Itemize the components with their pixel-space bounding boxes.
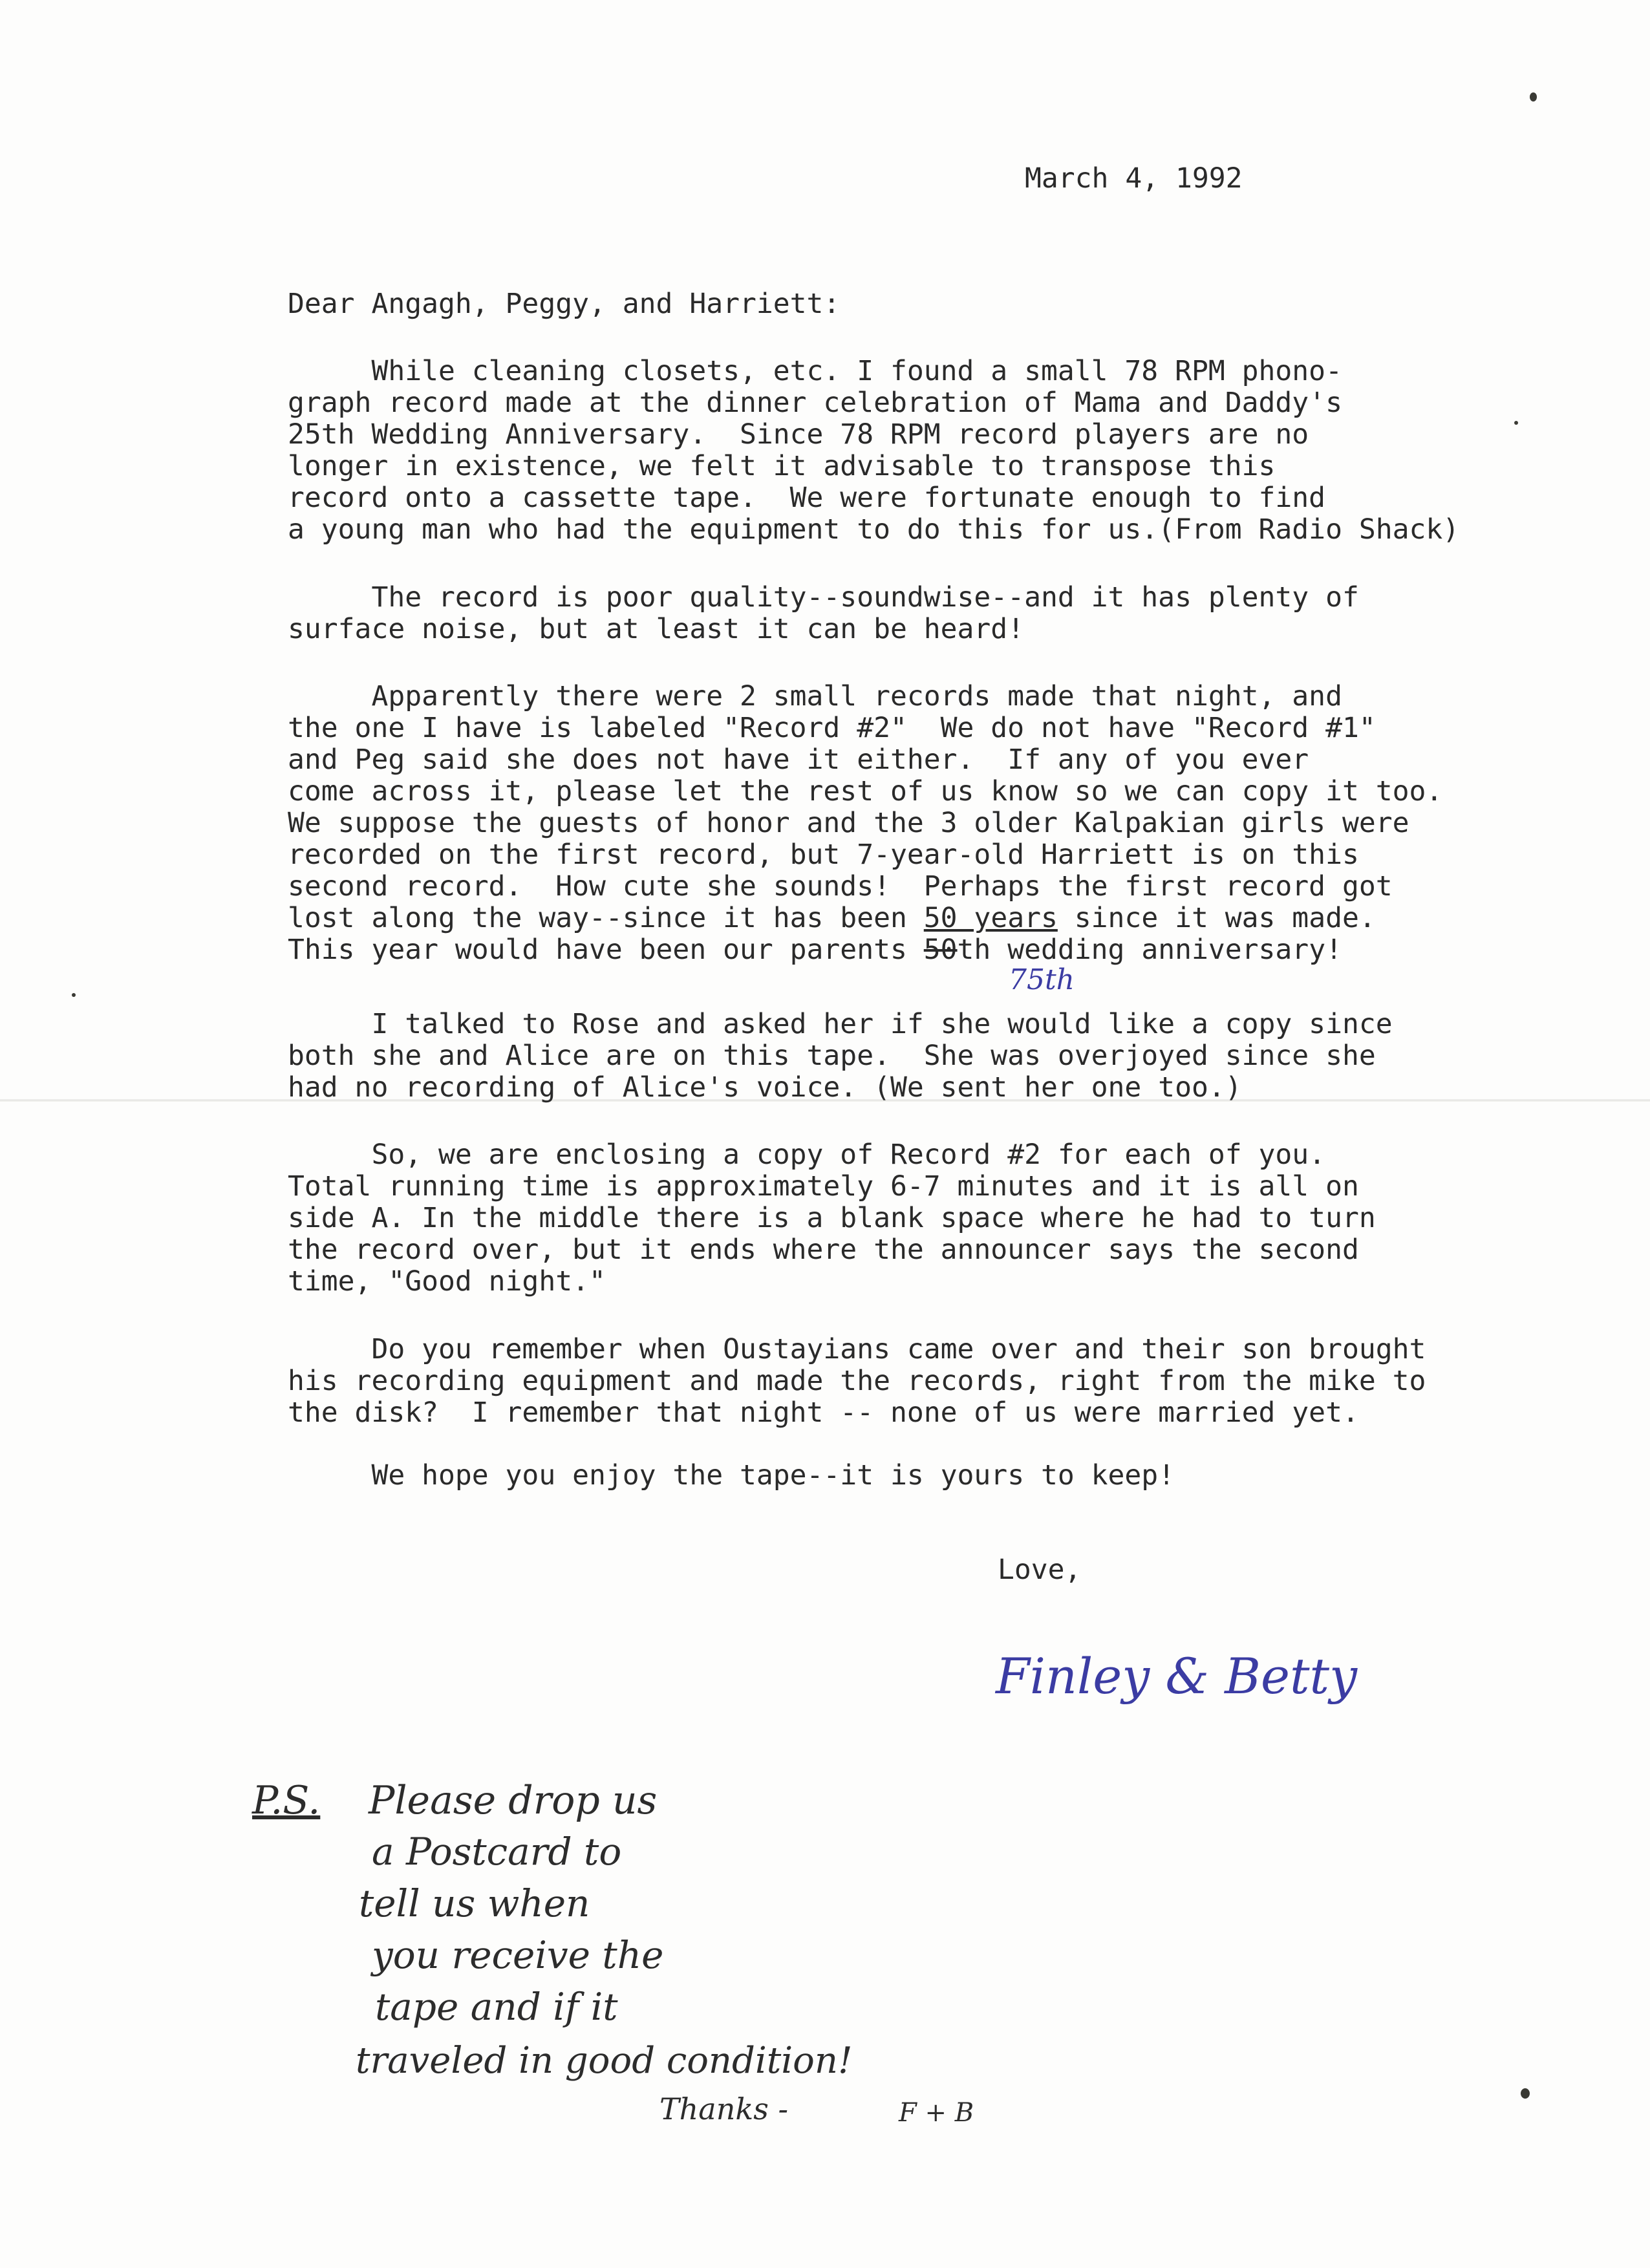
paragraph-line: While cleaning closets, etc. I found a small 78 RPM phono- — [288, 355, 1342, 387]
ps-initials: F + B — [899, 2098, 974, 2128]
paragraph-line: 25th Wedding Anniversary. Since 78 RPM record players are no — [288, 418, 1309, 451]
paragraph-line: his recording equipment and made the records, right from the mike to — [288, 1365, 1426, 1397]
handwritten-correction: 75th — [1009, 963, 1075, 996]
paragraph-line: and Peg said she does not have it either. If any of you ever — [288, 744, 1309, 776]
underlined-years: 50 years — [923, 902, 1058, 934]
paragraph-line: Total running time is approximately 6-7 minutes and it is all on — [288, 1170, 1359, 1203]
paragraph-7: We hope you enjoy the tape--it is yours to keep! — [288, 1459, 1175, 1492]
paragraph-line — [288, 934, 1342, 966]
paragraph-line: the one I have is labeled "Record #2" We do not have "Record #1" — [288, 712, 1376, 744]
closing: Love, — [998, 1554, 1082, 1586]
paragraph-line: recorded on the first record, but 7-year-old Harriett is on this — [288, 839, 1359, 871]
paragraph-line: a young man who had the equipment to do this for us.(From Radio Shack) — [288, 513, 1460, 546]
text-run: since it was made. — [1057, 902, 1376, 934]
paragraph-line: come across it, please let the rest of us know so we can copy it too. — [288, 775, 1443, 808]
text-run: th wedding anniversary! — [957, 934, 1342, 966]
paragraph-line: record onto a cassette tape. We were fortunate enough to find — [288, 482, 1326, 514]
paragraph-line: surface noise, but at least it can be heard! — [288, 613, 1025, 645]
paragraph-line: So, we are enclosing a copy of Record #2 for each of you. — [288, 1139, 1326, 1171]
ps-line: a Postcard to — [372, 1830, 622, 1874]
paragraph-line: the disk? I remember that night -- none of us were married yet. — [288, 1396, 1359, 1429]
paragraph-line — [288, 903, 1376, 934]
paper-speck — [1530, 92, 1537, 102]
struck-number: 50 — [923, 934, 958, 966]
paragraph-line: longer in existence, we felt it advisable to transpose this — [288, 450, 1276, 482]
paragraph-line: had no recording of Alice's voice. (We sent her one too.) — [288, 1071, 1242, 1104]
paragraph-line: time, "Good night." — [288, 1265, 606, 1298]
signature: Finley & Betty — [996, 1647, 1358, 1705]
paragraph-line: I talked to Rose and asked her if she would like a copy since — [288, 1008, 1393, 1040]
ps-line: traveled in good condition! — [356, 2040, 853, 2082]
ps-line: Please drop us — [369, 1778, 658, 1823]
paragraph-line: Apparently there were 2 small records made that night, and — [288, 680, 1342, 712]
paragraph-line: Do you remember when Oustayians came over and their son brought — [288, 1333, 1426, 1365]
paragraph-line: We suppose the guests of honor and the 3 older Kalpakian girls were — [288, 807, 1409, 839]
paragraph-line: second record. How cute she sounds! Perhaps the first record got — [288, 870, 1393, 903]
paragraph-line: graph record made at the dinner celebration of Mama and Daddy's — [288, 387, 1342, 419]
paragraph-line: The record is poor quality--soundwise--and it has plenty of — [288, 581, 1359, 614]
text-run: This year would have been our parents — [288, 934, 924, 966]
paragraph-line: the record over, but it ends where the announcer says the second — [288, 1234, 1359, 1266]
ps-line: tape and if it — [375, 1985, 618, 2029]
ps-line: you receive the — [372, 1933, 664, 1977]
ps-thanks: Thanks - — [659, 2091, 789, 2126]
paper-speck — [1514, 421, 1518, 425]
text-run: lost along the way--since it has been — [288, 902, 924, 934]
paper-speck — [72, 993, 76, 997]
ps-label: P.S. — [252, 1778, 321, 1823]
ps-line: tell us when — [359, 1881, 590, 1925]
paragraph-line: side A. In the middle there is a blank space where he had to turn — [288, 1202, 1376, 1234]
letter-date: March 4, 1992 — [1025, 162, 1243, 195]
paper-speck — [1521, 2088, 1530, 2099]
salutation: Dear Angagh, Peggy, and Harriett: — [288, 288, 841, 320]
paragraph-line: both she and Alice are on this tape. She was overjoyed since she — [288, 1040, 1376, 1072]
